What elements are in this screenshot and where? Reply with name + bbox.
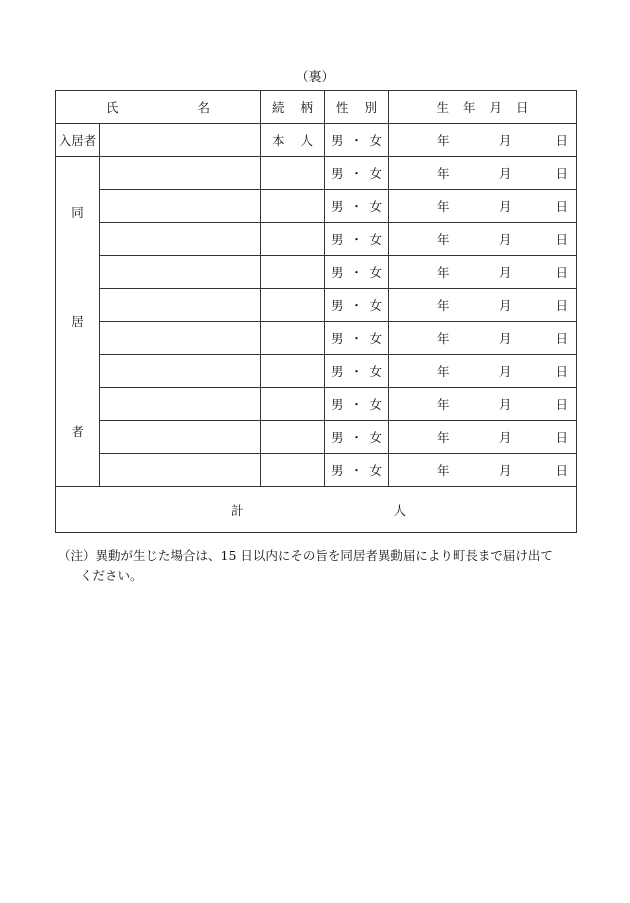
cohabitant-row xyxy=(56,223,577,256)
cohabitant-rows xyxy=(56,157,577,487)
sex-field[interactable]: 男 ・ 女 xyxy=(325,190,389,223)
cohabitant-row xyxy=(56,190,577,223)
total-cell[interactable]: 計 人 xyxy=(56,487,577,533)
total-row xyxy=(56,487,577,533)
relation-field[interactable] xyxy=(261,421,325,454)
relation-field[interactable]: 本 人 xyxy=(261,124,325,157)
cohabitant-row xyxy=(56,355,577,388)
header-sex: 性 別 xyxy=(325,91,389,124)
name-field[interactable] xyxy=(100,157,261,190)
sex-field[interactable]: 男 ・ 女 xyxy=(325,322,389,355)
birthdate-field[interactable]: 年 月 日 xyxy=(389,355,577,388)
sex-field[interactable]: 男 ・ 女 xyxy=(325,421,389,454)
name-field[interactable] xyxy=(100,256,261,289)
relation-field[interactable] xyxy=(261,157,325,190)
sex-field[interactable]: 男 ・ 女 xyxy=(325,289,389,322)
relation-field[interactable] xyxy=(261,454,325,487)
sex-field[interactable]: 男 ・ 女 xyxy=(325,223,389,256)
name-field[interactable] xyxy=(100,190,261,223)
sex-field[interactable]: 男 ・ 女 xyxy=(325,124,389,157)
relation-field[interactable] xyxy=(261,256,325,289)
birthdate-field[interactable]: 年 月 日 xyxy=(389,454,577,487)
note-line-2: ください。 xyxy=(80,568,143,583)
name-field[interactable] xyxy=(100,454,261,487)
cohabitant-row xyxy=(56,157,577,190)
relation-field[interactable] xyxy=(261,190,325,223)
header-row xyxy=(56,91,577,124)
resident-form-table xyxy=(55,90,577,533)
header-birthdate: 生 年 月 日 xyxy=(389,91,577,124)
cohabitant-row xyxy=(56,454,577,487)
birthdate-field[interactable]: 年 月 日 xyxy=(389,190,577,223)
header-name: 氏 名 xyxy=(56,91,261,124)
relation-field[interactable] xyxy=(261,355,325,388)
cohabitant-row xyxy=(56,256,577,289)
header-relation: 続 柄 xyxy=(261,91,325,124)
name-field[interactable] xyxy=(100,388,261,421)
name-field[interactable] xyxy=(100,124,261,157)
sex-field[interactable]: 男 ・ 女 xyxy=(325,454,389,487)
name-field[interactable] xyxy=(100,322,261,355)
birthdate-field[interactable]: 年 月 日 xyxy=(389,223,577,256)
resident-row xyxy=(56,124,577,157)
birthdate-field[interactable]: 年 月 日 xyxy=(389,421,577,454)
sex-field[interactable]: 男 ・ 女 xyxy=(325,256,389,289)
birthdate-field[interactable]: 年 月 日 xyxy=(389,256,577,289)
sex-field[interactable]: 男 ・ 女 xyxy=(325,388,389,421)
relation-field[interactable] xyxy=(261,388,325,421)
sex-field[interactable]: 男 ・ 女 xyxy=(325,157,389,190)
birthdate-field[interactable]: 年 月 日 xyxy=(389,388,577,421)
birthdate-field[interactable]: 年 月 日 xyxy=(389,157,577,190)
name-field[interactable] xyxy=(100,289,261,322)
note xyxy=(58,546,588,586)
relation-field[interactable] xyxy=(261,223,325,256)
relation-field[interactable] xyxy=(261,322,325,355)
cohabitant-row xyxy=(56,289,577,322)
name-field[interactable] xyxy=(100,355,261,388)
name-field[interactable] xyxy=(100,223,261,256)
birthdate-field[interactable]: 年 月 日 xyxy=(389,124,577,157)
resident-label: 入居者 xyxy=(56,124,100,157)
cohabitant-row xyxy=(56,388,577,421)
sex-field[interactable]: 男 ・ 女 xyxy=(325,355,389,388)
cohabitant-row xyxy=(56,322,577,355)
birthdate-field[interactable]: 年 月 日 xyxy=(389,289,577,322)
relation-field[interactable] xyxy=(261,289,325,322)
note-line-1: （注）異動が生じた場合は、15 日以内にその旨を同居者異動届により町長まで届け出て xyxy=(58,548,553,563)
cohabitant-row xyxy=(56,421,577,454)
page-label: （裏） xyxy=(295,70,335,85)
name-field[interactable] xyxy=(100,421,261,454)
birthdate-field[interactable]: 年 月 日 xyxy=(389,322,577,355)
cohabitant-label: 同 居 者 xyxy=(56,157,100,487)
